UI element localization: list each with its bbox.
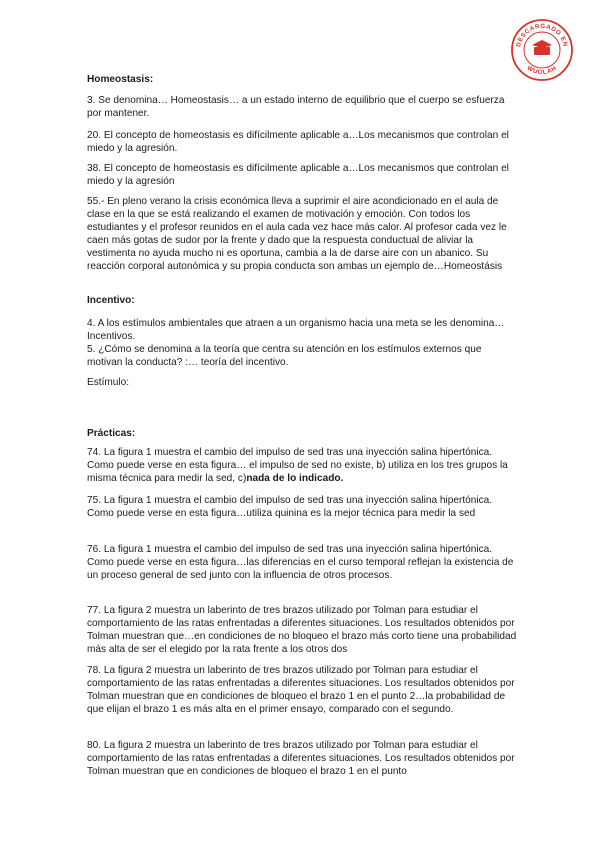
stamp-top-text: DESCARGADO EN <box>515 22 569 48</box>
heading-practicas: Prácticas: <box>87 428 136 439</box>
label-estimulo: Estímulo: <box>87 377 130 388</box>
wuolah-stamp-icon <box>510 18 574 82</box>
paragraph-5: 5. ¿Cómo se denomina a la teoría que centra su atención en los estímulos externos que motivan la conducta? :… teoría del incentivo. <box>87 344 482 368</box>
paragraph-20: 20. El concepto de homeostasis es difícilmente aplicable a…Los mecanismos que controlan el miedo y la agresión. <box>87 130 509 154</box>
paragraph-75: 75. La figura 1 muestra el cambio del impulso de sed tras una inyección salina hipertónica. Como puede verse en esta figura…utiliza quinina es la mejor técnica para medir la sed <box>87 495 493 519</box>
paragraph-78: 78. La figura 2 muestra un laberinto de tres brazos utilizado por Tolman para estudiar el comportamiento de las ratas enfrentadas a diferentes situaciones. Los resultados obtenidos por Tolman muestran que en condiciones de bloqueo el brazo 1 en el punto 2…la probabilidad de que elijan el brazo 1 es más alta en el primer ensayo, comparado con el segundo. <box>87 665 515 715</box>
paragraph-74-answer: nada de lo indicado. <box>246 472 344 484</box>
paragraph-55: 55.- En pleno verano la crisis económica lleva a suprimir el aire acondicionado en el aula de clase en la que se está realizando el examen de motivación y emoción. Con todos los estudiantes y el profesor reunidos en el aula cada vez hace más calor. Al profesor cada vez le caen más gotas de sudor por la frente y dado que la respuesta conductual de aliviar la vestimenta no ayuda mucho ni es oportuna, cambia a la de darse aire con un abanico. Su reacción corporal autonómica y su propia conducta son ambas un ejemplo de…Homeostásis <box>87 196 507 272</box>
paragraph-74 <box>87 447 517 486</box>
svg-text:WUOLAH <box>526 65 559 77</box>
paragraph-76: 76. La figura 1 muestra el cambio del impulso de sed tras una inyección salina hipertónica. Como puede verse en esta figura…las diferencias en el curso temporal reflejan la existencia de un proceso general de sed junto con la influencia de otros procesos. <box>87 544 514 581</box>
paragraph-3: 3. Se denomina… Homeostasis… a un estado interno de equilibrio que el cuerpo se esfuerza por mantener. <box>87 95 505 119</box>
paragraph-80: 80. La figura 2 muestra un laberinto de tres brazos utilizado por Tolman para estudiar el comportamiento de las ratas enfrentadas a diferentes situaciones. Los resultados obtenidos por Tolman muestran que en condiciones de bloqueo el brazo 1 en el punto <box>87 740 515 777</box>
paragraph-4: 4. A los estímulos ambientales que atraen a un organismo hacia una meta se les denomina… Incentivos. <box>87 318 505 342</box>
heading-incentivo: Incentivo: <box>87 295 135 306</box>
stamp-bottom-text: WUOLAH <box>525 64 559 77</box>
paragraph-38: 38. El concepto de homeostasis es difícilmente aplicable a…Los mecanismos que controlan el miedo y la agresión <box>87 163 509 187</box>
heading-homeostasis: Homeostasis: <box>87 74 154 85</box>
paragraph-77: 77. La figura 2 muestra un laberinto de tres brazos utilizado por Tolman para estudiar el comportamiento de las ratas enfrentadas a diferentes situaciones. Los resultados obtenidos por Tolman muestran que…en condiciones de no bloqueo el brazo más corto tiene una probabilidad más alta de ser el elegido por la rata frente a los otros dos <box>87 605 517 655</box>
paragraph-74-text: 74. La figura 1 muestra el cambio del impulso de sed tras una inyección salina hipertónica. Como puede verse en esta figura… el impulso de sed no existe, b) utiliza en los tres grupos la misma técnica para medir la sed, c) <box>87 447 508 484</box>
